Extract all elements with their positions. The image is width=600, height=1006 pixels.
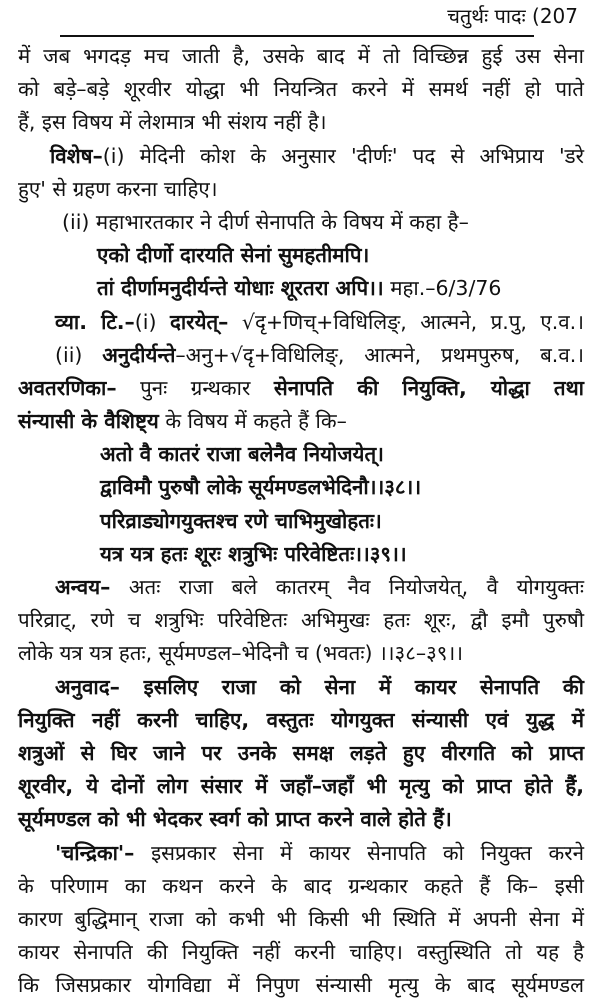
bold-text: 'चन्द्रिका'– — [55, 840, 135, 865]
text-line — [0, 936, 600, 969]
bold-text: द्वाविमौ पुरुषौ लोके सूर्यमण्डलभेदिनौ।।३८।। — [100, 475, 422, 500]
bold-text: शूरवीर, ये दोनों लोग संसार में जहाँ–जहाँ भी मृत्यु को प्राप्त होते हैं, — [18, 774, 584, 799]
bold-text: नियुक्ति नहीं करनी चाहिए, वस्तुतः योगयुक्त संन्यासी एवं युद्ध में — [18, 707, 584, 732]
text-run: को बड़े–बड़े शूरवीर योद्धा भी नियन्त्रित करने में समर्थ नहीं हो पाते — [18, 77, 584, 102]
text-line — [0, 671, 600, 704]
text-run: (i) मेदिनी कोश के अनुसार 'दीर्णः' पद से अभिप्राय 'डरे — [102, 143, 584, 168]
bold-text: अतो वै कातरं राजा बलेनैव नियोजयेत्। — [100, 442, 384, 467]
text-line — [0, 903, 600, 936]
page-body — [0, 40, 600, 1002]
text-line — [0, 206, 600, 239]
text-line — [0, 372, 600, 405]
text-run: अतः राजा बले कातरम् नैव नियोजयेत्, वै योगयुक्तः — [110, 575, 584, 599]
text-run: कि जिसप्रकार योगविद्या में निपुण संन्यासी मृत्यु के बाद सूर्यमण्डल — [18, 973, 584, 998]
text-run: हुए' से ग्रहण करना चाहिए। — [18, 176, 218, 201]
text-line — [0, 405, 600, 438]
text-run: (ii) — [55, 342, 103, 367]
text-line — [0, 505, 600, 538]
text-line — [0, 173, 600, 206]
text-line — [0, 803, 600, 836]
running-header: चतुर्थः पादः (207 — [447, 4, 578, 28]
text-run: इसप्रकार सेना में कायर सेनापति को नियुक्त करने — [134, 840, 584, 865]
text-line — [0, 837, 600, 870]
text-run: कारण बुद्धिमान् राजा को कभी भी किसी भी स्थिति में अपनी सेना में — [18, 906, 584, 931]
bold-text: तां दीर्णामनुदीर्यन्ते योधाः शूरतरा अपि।। — [97, 276, 384, 301]
text-line — [0, 339, 600, 372]
text-run: में जब भगदड़ मच जाती है, उसके बाद में तो विच्छिन्न हुई उस सेना — [18, 44, 584, 68]
text-run: परिव्राट्, रणे च शत्रुभिः परिवेष्टितः अभिमुखः हतः शूरः, द्वौ इमौ पुरुषौ — [18, 608, 584, 633]
text-line — [0, 704, 600, 737]
text-line — [0, 737, 600, 770]
bold-text: अनुदीर्यन्ते — [102, 342, 176, 367]
text-line — [0, 73, 600, 106]
text-line — [0, 106, 600, 139]
bold-text: सेनापति की नियुक्ति, योद्धा तथा — [273, 375, 584, 400]
text-line — [0, 306, 600, 339]
text-run: पुनः ग्रन्थकार — [116, 375, 274, 400]
bold-text: अनुवाद– इसलिए राजा को सेना में कायर सेनापति की — [55, 674, 584, 699]
bold-text: शत्रुओं से घिर जाने पर उनके समक्ष लड़ते हुए वीरगति को प्राप्त — [18, 740, 584, 765]
text-run: (i) — [134, 309, 170, 334]
bold-text: सूर्यमण्डल को भी भेदकर स्वर्ग को प्राप्त करने वाले होते हैं। — [18, 807, 452, 832]
text-line — [0, 870, 600, 903]
text-line — [0, 969, 600, 1002]
bold-text: संन्यासी के वैशिष्ट्य — [18, 409, 159, 434]
bold-text: व्या. टि.– — [55, 309, 135, 334]
text-run: के विषय में कहते हैं कि– — [158, 409, 347, 434]
text-run: –अनु+√दृ+विधिलिङ्, आत्मने, प्रथमपुरुष, ब.व.। — [175, 342, 585, 367]
header-rule — [60, 35, 534, 37]
text-run: √दृ+णिच्+विधिलिङ्, आत्मने, प्र.पु, ए.व.। — [228, 309, 584, 334]
text-line — [0, 538, 600, 571]
text-run: कायर सेनापति की नियुक्ति नहीं करनी चाहिए। वस्तुस्थिति तो यह है — [18, 940, 584, 965]
bold-text: विशेष– — [50, 143, 103, 168]
text-line — [0, 272, 600, 305]
bold-text: अवतरणिका– — [18, 375, 117, 400]
bold-text: एको दीर्णो दारयति सेनां सुमहतीमपि। — [97, 243, 370, 268]
text-line — [0, 239, 600, 272]
text-run: के परिणाम का कथन करने के बाद ग्रन्थकार कहते हैं कि– इसी — [18, 873, 584, 898]
text-run: हैं, इस विषय में लेशमात्र भी संशय नहीं है। — [18, 110, 327, 135]
text-run: लोके यत्र यत्र हतः, सूर्यमण्डल–भेदिनौ च (भवतः) ।।३८–३९।। — [18, 641, 463, 666]
text-run: (ii) महाभारतकार ने दीर्ण सेनापति के विषय में कहा है– — [62, 209, 469, 234]
bold-text: परिव्राड्योगयुक्तश्च रणे चाभिमुखोहतः। — [100, 508, 382, 533]
text-line — [0, 604, 600, 637]
bold-text: अन्वय– — [55, 575, 111, 599]
bold-text: यत्र यत्र हतः शूरः शत्रुभिः परिवेष्टितः।।३९।। — [100, 541, 407, 566]
bold-text: दारयेत्– — [169, 309, 229, 334]
text-line — [0, 438, 600, 471]
text-line — [0, 140, 600, 173]
text-line — [0, 40, 600, 73]
text-line — [0, 471, 600, 504]
text-line — [0, 571, 600, 604]
text-line — [0, 637, 600, 670]
text-run: महा.–6/3/76 — [383, 276, 502, 301]
text-line — [0, 770, 600, 803]
